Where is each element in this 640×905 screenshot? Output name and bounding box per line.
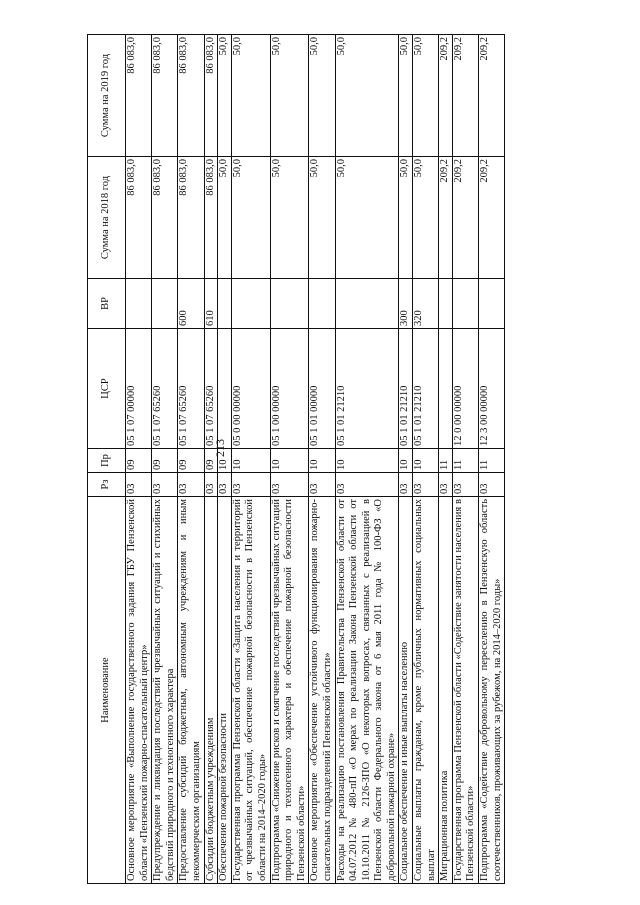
cell-sum-2019: 209,2 xyxy=(452,35,478,157)
cell-pr: 10 xyxy=(413,449,439,473)
cell-name: Государственная программа Пензенской области «Содействие занятости населения в Пензенской области» xyxy=(452,497,478,884)
cell-sum-2019: 86 083,0 xyxy=(178,35,204,157)
cell-sum-2019: 86 083,0 xyxy=(126,35,152,157)
cell-vr: 610 xyxy=(204,279,218,329)
cell-name: Обеспечение пожарной безопасности xyxy=(218,497,232,884)
cell-csr: 05 1 07 65260 xyxy=(152,329,178,449)
cell-rz: 03 xyxy=(270,473,309,497)
cell-name: Подпрограмма «Снижение рисков и смягчение последствий чрезвычайных ситуаций природного и техногенного характера и обеспечение пожарной безопасности Пензенской области» xyxy=(270,497,309,884)
table-row xyxy=(439,35,453,884)
cell-sum-2018: 209,2 xyxy=(452,157,478,279)
cell-csr: 12 0 00 00000 xyxy=(452,329,478,449)
cell-sum-2019: 209,2 xyxy=(479,35,505,157)
cell-sum-2019: 50,0 xyxy=(309,35,335,157)
cell-vr xyxy=(231,279,270,329)
cell-name: Социальные выплаты гражданам, кроме публичных нормативных социальных выплат xyxy=(413,497,439,884)
header-sum-2019: Сумма на 2019 год xyxy=(88,35,126,157)
cell-pr: 11 xyxy=(439,449,453,473)
cell-csr xyxy=(439,329,453,449)
table-row xyxy=(178,35,204,884)
cell-pr: 11 xyxy=(452,449,478,473)
cell-rz: 03 xyxy=(439,473,453,497)
table-row xyxy=(152,35,178,884)
cell-sum-2018: 86 083,0 xyxy=(178,157,204,279)
cell-sum-2018: 50,0 xyxy=(335,157,399,279)
cell-vr xyxy=(270,279,309,329)
cell-sum-2019: 50,0 xyxy=(231,35,270,157)
cell-sum-2018: 50,0 xyxy=(231,157,270,279)
cell-name: Основное мероприятие «Выполнение государственного задания ГБУ Пензенской области «Пензенский пожарно-спасательный центр» xyxy=(126,497,152,884)
table-row xyxy=(204,35,218,884)
cell-pr: 09 xyxy=(126,449,152,473)
cell-sum-2019: 86 083,0 xyxy=(204,35,218,157)
cell-rz: 03 xyxy=(152,473,178,497)
cell-sum-2019: 50,0 xyxy=(413,35,439,157)
cell-sum-2018: 50,0 xyxy=(413,157,439,279)
cell-rz: 03 xyxy=(413,473,439,497)
cell-sum-2019: 50,0 xyxy=(218,35,232,157)
cell-name: Социальное обеспечение и иные выплаты населению xyxy=(399,497,413,884)
header-name: Наименование xyxy=(88,497,126,884)
cell-pr: 10 xyxy=(399,449,413,473)
cell-csr: 05 1 01 21210 xyxy=(413,329,439,449)
table-row xyxy=(309,35,335,884)
cell-rz: 03 xyxy=(231,473,270,497)
cell-csr: 05 1 07 00000 xyxy=(126,329,152,449)
cell-sum-2019: 86 083,0 xyxy=(152,35,178,157)
cell-csr: 05 1 07 65260 xyxy=(204,329,218,449)
table-row xyxy=(126,35,152,884)
cell-vr xyxy=(335,279,399,329)
cell-name: Субсидии бюджетным учреждениям xyxy=(204,497,218,884)
table-row xyxy=(270,35,309,884)
cell-pr: 09 xyxy=(204,449,218,473)
cell-vr xyxy=(452,279,478,329)
cell-pr: 10 xyxy=(335,449,399,473)
cell-pr: 11 xyxy=(479,449,505,473)
cell-pr: 09 xyxy=(178,449,204,473)
cell-pr: 10 xyxy=(218,449,232,473)
header-rz: Рз xyxy=(88,473,126,497)
cell-rz: 03 xyxy=(178,473,204,497)
cell-csr: 05 1 01 21210 xyxy=(399,329,413,449)
cell-vr xyxy=(152,279,178,329)
table-row xyxy=(335,35,399,884)
rotated-table-container xyxy=(87,35,548,884)
cell-sum-2019: 209,2 xyxy=(439,35,453,157)
cell-rz: 03 xyxy=(204,473,218,497)
cell-vr xyxy=(479,279,505,329)
cell-rz: 03 xyxy=(309,473,335,497)
cell-sum-2018: 50,0 xyxy=(270,157,309,279)
cell-csr: 05 1 01 21210 xyxy=(335,329,399,449)
cell-rz: 03 xyxy=(452,473,478,497)
cell-sum-2018: 86 083,0 xyxy=(204,157,218,279)
cell-name: Предупреждение и ликвидация последствий чрезвычайных ситуаций и стихийных бедствий природного и техногенного характера xyxy=(152,497,178,884)
cell-csr: 12 3 00 00000 xyxy=(479,329,505,449)
cell-vr xyxy=(218,279,232,329)
cell-vr: 320 xyxy=(413,279,439,329)
cell-pr: 10 xyxy=(231,449,270,473)
cell-vr: 300 xyxy=(399,279,413,329)
cell-sum-2018: 50,0 xyxy=(218,157,232,279)
header-pr: Пр xyxy=(88,449,126,473)
cell-rz: 03 xyxy=(479,473,505,497)
cell-rz: 03 xyxy=(399,473,413,497)
cell-csr xyxy=(218,329,232,449)
cell-sum-2018: 86 083,0 xyxy=(126,157,152,279)
table-row xyxy=(231,35,270,884)
cell-vr: 600 xyxy=(178,279,204,329)
cell-sum-2018: 209,2 xyxy=(479,157,505,279)
cell-pr: 10 xyxy=(309,449,335,473)
header-sum-2018: Сумма на 2018 год xyxy=(88,157,126,279)
table-row xyxy=(479,35,505,884)
cell-name: Подпрограмма «Содействие добровольному переселению в Пензенскую область соотечественников, проживающих за рубежом, на 2014–2020 годы» xyxy=(479,497,505,884)
cell-csr: 05 1 00 00000 xyxy=(270,329,309,449)
cell-pr: 09 xyxy=(152,449,178,473)
cell-csr: 05 1 01 00000 xyxy=(309,329,335,449)
cell-name: Предоставление субсидий бюджетным, автономным учреждениям и иным некоммерческим организациям xyxy=(178,497,204,884)
table-row xyxy=(399,35,413,884)
table-header-row xyxy=(88,35,126,884)
cell-csr: 05 0 00 00000 xyxy=(231,329,270,449)
cell-sum-2018: 86 083,0 xyxy=(152,157,178,279)
header-vr: ВР xyxy=(88,279,126,329)
table-row xyxy=(413,35,439,884)
cell-sum-2019: 50,0 xyxy=(399,35,413,157)
cell-name: Миграционная политика xyxy=(439,497,453,884)
page-number: 213 xyxy=(213,439,227,457)
cell-sum-2018: 50,0 xyxy=(309,157,335,279)
cell-name: Основное мероприятие «Обеспечение устойчивого функционирования пожарно-спасательных подразделений Пензенской области» xyxy=(309,497,335,884)
cell-vr xyxy=(309,279,335,329)
cell-rz: 03 xyxy=(335,473,399,497)
table-row xyxy=(218,35,232,884)
cell-sum-2019: 50,0 xyxy=(270,35,309,157)
cell-sum-2019: 50,0 xyxy=(335,35,399,157)
cell-pr: 10 xyxy=(270,449,309,473)
header-csr: ЦСР xyxy=(88,329,126,449)
table-row xyxy=(452,35,478,884)
cell-sum-2018: 50,0 xyxy=(399,157,413,279)
cell-sum-2018: 209,2 xyxy=(439,157,453,279)
cell-csr: 05 1 07 65260 xyxy=(178,329,204,449)
cell-vr xyxy=(126,279,152,329)
budget-table xyxy=(87,34,505,884)
cell-name: Расходы на реализацию постановления Правительства Пензенской области от 04.07.2012 № 480-пП «О мерах по реализации Закона Пензенской области от 10.10.2011 № 2126-ЗПО «О некоторых вопросах, связанных с реализацией в Пензенской области Федерального закона от 6 мая 2011 года № 100-ФЗ «О добровольной пожарной охране» xyxy=(335,497,399,884)
cell-vr xyxy=(439,279,453,329)
cell-rz: 03 xyxy=(126,473,152,497)
cell-name: Государственная программа Пензенской области «Защита населения и территорий от чрезвычайных ситуаций, обеспечение пожарной безопасности в Пензенской области на 2014–2020 годы» xyxy=(231,497,270,884)
cell-rz: 03 xyxy=(218,473,232,497)
